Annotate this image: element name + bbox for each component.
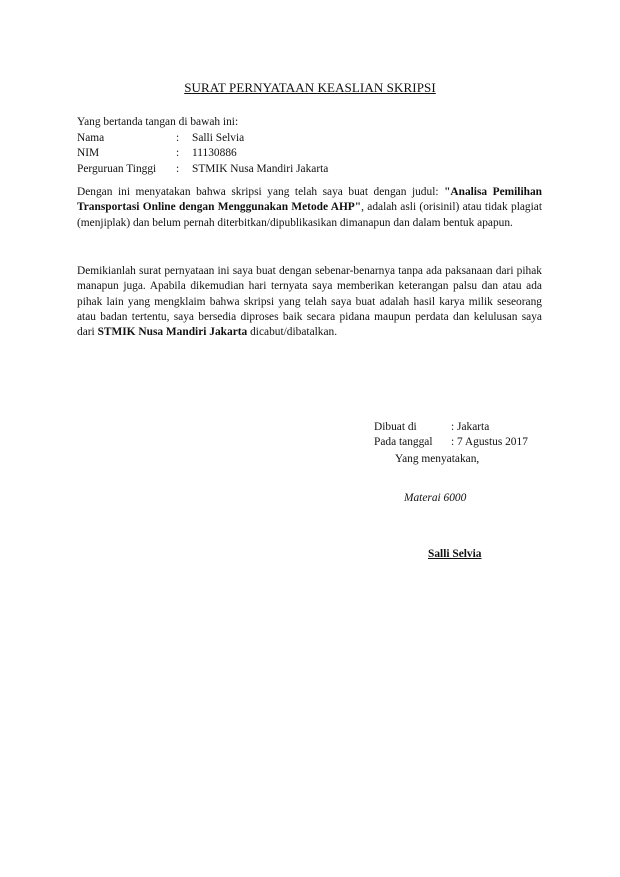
signer-name: Salli Selvia bbox=[428, 548, 482, 560]
identity-row-name bbox=[77, 131, 328, 146]
declaration-text-before: Demikianlah surat pernyataan ini saya buat dengan sebenar-benarnya tanpa ada paksanaan dari pihak manapun juga. Apabila dikemudian hari ternyata saya memberikan keterangan palsu dan atau ada pihak lain yang mengklaim bahwa skripsi yang telah saya buat adalah hasil karya milik seseorang atau badan tertentu, saya bersedia diproses baik secara pidana maupun perdata dan kelulusan saya dari bbox=[77, 265, 542, 339]
intro-text: Yang bertanda tangan di bawah ini: bbox=[77, 116, 239, 128]
identity-label: Perguruan Tinggi bbox=[77, 162, 157, 175]
date-value: : 7 Agustus 2017 bbox=[451, 436, 528, 449]
identity-row-university bbox=[77, 162, 328, 177]
signature-block bbox=[374, 420, 528, 451]
institution-name: STMIK Nusa Mandiri Jakarta bbox=[97, 326, 248, 339]
identity-value: Salli Selvia bbox=[192, 132, 245, 144]
statement-text-after: , adalah asli (orisinil) atau tidak plagiat (menjiplak) dan belum pernah diterbitkan/dipublikasikan dimanapun dan dalam bentuk apapun. bbox=[77, 201, 542, 229]
signature-place-row bbox=[374, 420, 528, 435]
statement-text-before: Dengan ini menyatakan bahwa skripsi yang telah saya buat dengan judul: bbox=[77, 186, 445, 198]
place-value: : Jakarta bbox=[451, 421, 490, 433]
identity-label: NIM bbox=[77, 147, 100, 160]
identity-table bbox=[77, 131, 328, 177]
identity-separator: : bbox=[176, 147, 180, 160]
closing-text: Yang menyatakan, bbox=[395, 453, 480, 465]
place-label: Dibuat di bbox=[374, 421, 417, 433]
signature-date-row bbox=[374, 435, 528, 450]
identity-label: Nama bbox=[77, 132, 105, 144]
identity-separator: : bbox=[176, 162, 180, 175]
document-title: SURAT PERNYATAAN KEASLIAN SKRIPSI bbox=[184, 80, 436, 95]
declaration-paragraph bbox=[77, 264, 542, 340]
identity-separator: : bbox=[176, 132, 180, 144]
identity-value: STMIK Nusa Mandiri Jakarta bbox=[192, 162, 329, 175]
statement-paragraph bbox=[77, 185, 542, 231]
materai-stamp-text: Materai 6000 bbox=[404, 492, 467, 504]
declaration-text-after: dicabut/dibatalkan. bbox=[247, 326, 338, 339]
thesis-title: "Analisa Pemilihan Transportasi Online dengan Menggunakan Metode AHP" bbox=[77, 186, 542, 214]
date-label: Pada tanggal bbox=[374, 436, 433, 449]
identity-value: 11130886 bbox=[192, 147, 237, 160]
identity-row-nim bbox=[77, 146, 328, 161]
